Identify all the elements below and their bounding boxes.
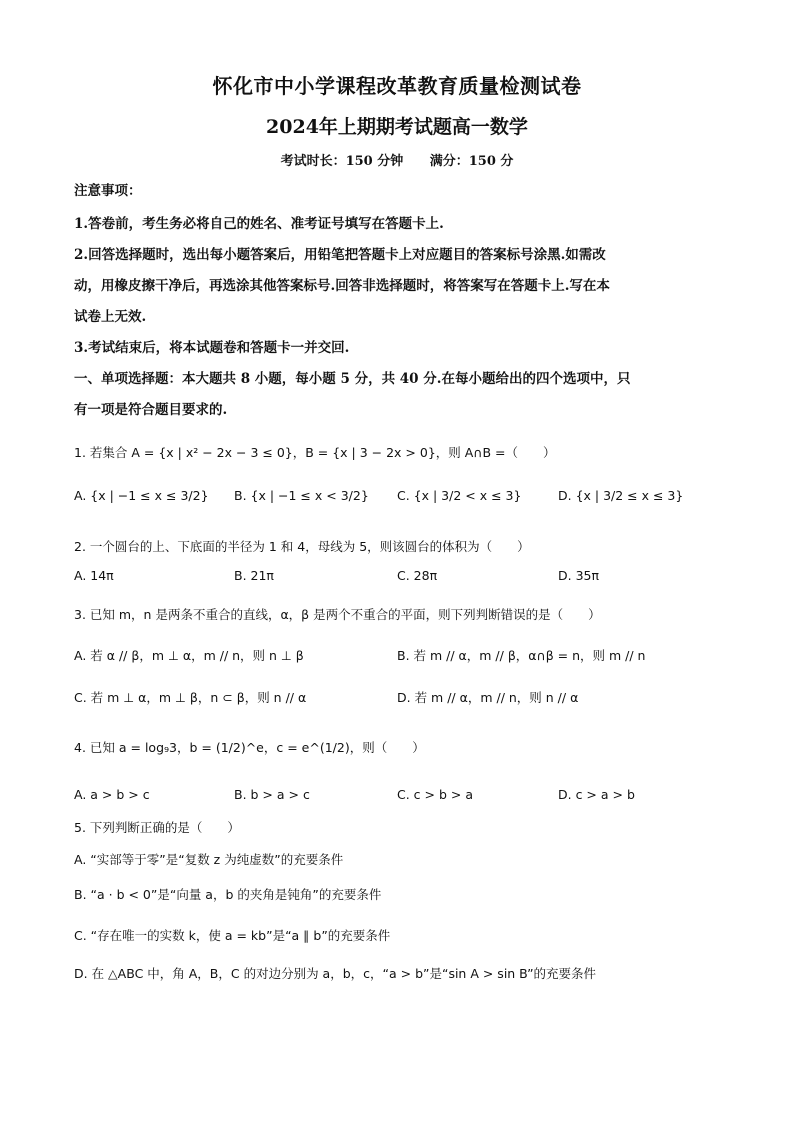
note-item-2-line-1: 2.回答选择题时，选出每小题答案后，用铅笔把答题卡上对应题目的答案标号涂黑.如需改: [74, 247, 606, 263]
question-4-option-d: D. c > a > b: [558, 787, 635, 802]
question-3-option-d: D. 若 m // α，m // n，则 n // α: [397, 690, 579, 705]
question-4-option-a: A. a > b > c: [74, 787, 150, 802]
question-1-stem: 1. 若集合 A = {x | x² − 2x − 3 ≤ 0}，B = {x | 3 − 2x > 0}，则 A∩B =（ ）: [74, 445, 556, 460]
question-3-stem: 3. 已知 m，n 是两条不重合的直线，α，β 是两个不重合的平面，则下列判断错误的是（ ）: [74, 607, 601, 622]
question-1-option-b: B. {x | −1 ≤ x < 3/2}: [234, 488, 369, 503]
question-2-option-a: A. 14π: [74, 568, 114, 583]
exam-score: 满分：150 分: [429, 154, 514, 169]
exam-subtitle: 2024年上期期考试题高一数学: [266, 116, 528, 138]
exam-title: 怀化市中小学课程改革教育质量检测试卷: [212, 74, 582, 98]
notes-heading: 注意事项：: [74, 183, 142, 199]
question-5-stem: 5. 下列判断正确的是（ ）: [74, 820, 240, 835]
section-heading-line-1: 一、单项选择题：本大题共 8 小题，每小题 5 分，共 40 分.在每小题给出的四个选项中，只: [74, 371, 631, 387]
note-item-1: 1.答卷前，考生务必将自己的姓名、准考证号填写在答题卡上.: [74, 216, 444, 232]
question-5-option-b: B. “a · b < 0”是“向量 a，b 的夹角是钝角”的充要条件: [74, 887, 382, 902]
note-item-2-line-2: 动，用橡皮擦干净后，再选涂其他答案标号.回答非选择题时，将答案写在答题卡上.写在本: [74, 278, 610, 294]
question-5-option-d: D. 在 △ABC 中，角 A，B，C 的对边分别为 a，b，c，“a > b”是“sin A > sin B”的充要条件: [74, 966, 597, 981]
exam-time: 考试时长：150 分钟: [280, 154, 404, 169]
question-4-option-c: C. c > b > a: [397, 787, 473, 802]
note-item-3: 3.考试结束后，将本试题卷和答题卡一并交回.: [74, 340, 350, 356]
question-3-option-b: B. 若 m // α，m // β，α∩β = n，则 m // n: [397, 648, 646, 663]
section-heading-line-2: 有一项是符合题目要求的.: [74, 402, 228, 418]
question-2-option-b: B. 21π: [234, 568, 274, 583]
question-4-option-b: B. b > a > c: [234, 787, 310, 802]
question-3-option-c: C. 若 m ⊥ α，m ⊥ β，n ⊂ β，则 n // α: [74, 690, 307, 705]
question-1-option-d: D. {x | 3/2 ≤ x ≤ 3}: [558, 488, 684, 503]
question-3-option-a: A. 若 α // β，m ⊥ α，m // n，则 n ⊥ β: [74, 648, 304, 663]
question-2-option-c: C. 28π: [397, 568, 438, 583]
question-4-stem: 4. 已知 a = log₉3，b = (1/2)^e，c = e^(1/2)，则（ ）: [74, 740, 425, 755]
question-5-option-c: C. “存在唯一的实数 k，使 a = kb”是“a ∥ b”的充要条件: [74, 928, 391, 943]
question-2-option-d: D. 35π: [558, 568, 600, 583]
question-1-option-c: C. {x | 3/2 < x ≤ 3}: [397, 488, 522, 503]
question-5-option-a: A. “实部等于零”是“复数 z 为纯虚数”的充要条件: [74, 852, 344, 867]
question-2-stem: 2. 一个圆台的上、下底面的半径为 1 和 4，母线为 5，则该圆台的体积为（ ）: [74, 539, 530, 554]
exam-meta: [0, 150, 794, 169]
note-item-2-line-3: 试卷上无效.: [74, 309, 147, 325]
question-1-option-a: A. {x | −1 ≤ x ≤ 3/2}: [74, 488, 209, 503]
